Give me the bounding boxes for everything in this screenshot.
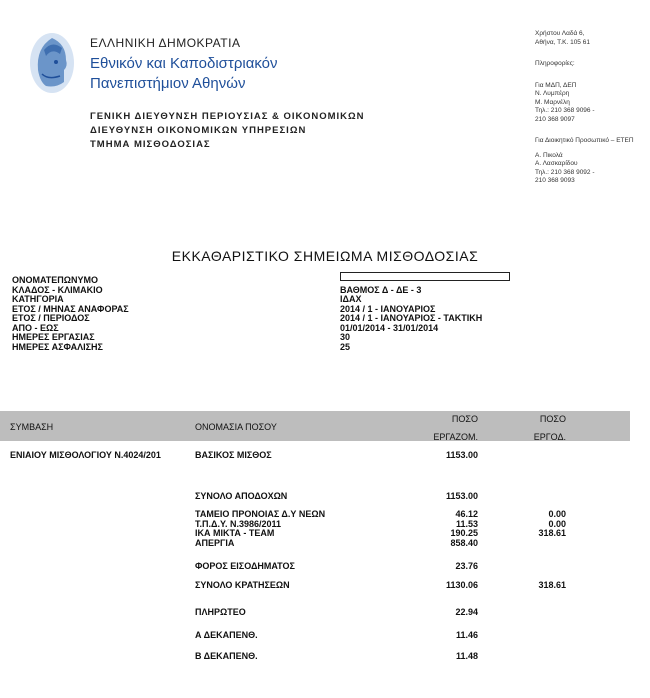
dept-line3: ΤΜΗΜΑ ΜΙΣΘΟΔΟΣΙΑΣ	[90, 139, 211, 150]
table-row-er: 0.00	[548, 518, 566, 529]
info-value-insurance-days: 25	[340, 341, 351, 352]
table-row-name: ΣΥΝΟΛΟ ΑΠΟΔΟΧΩΝ	[195, 491, 288, 501]
info-value-work-days: 30	[340, 332, 351, 342]
table-row-emp: 1130.06	[445, 580, 478, 590]
info-label-ref-month: ΕΤΟΣ / ΜΗΝΑΣ ΑΝΑΦΟΡΑΣ	[12, 303, 129, 314]
university-logo	[26, 30, 78, 96]
table-row-emp: 1153.00	[445, 491, 478, 501]
contract-value: ΕΝΙΑΙΟΥ ΜΙΣΘΟΛΟΓΙΟΥ Ν.4024/201	[10, 450, 161, 460]
table-row-name: ΒΑΣΙΚΟΣ ΜΙΣΘΟΣ	[195, 450, 272, 460]
col-header-employee-amount	[388, 414, 478, 442]
table-row-emp: 11.48	[455, 651, 478, 661]
country-label: ΕΛΛΗΝΙΚΗ ΔΗΜΟΚΡΑΤΙΑ	[90, 36, 241, 50]
address-line1: Χρήστου Λαδά 6,	[535, 30, 585, 37]
col-header-employer-l1: ΠΟΣΟ	[539, 414, 566, 424]
contact-block	[535, 30, 634, 186]
contact1-line5: 210 368 9097	[535, 115, 575, 123]
table-row-er	[476, 539, 566, 549]
table-row-name: ΤΑΜΕΙΟ ΠΡΟΝΟΙΑΣ Δ.Υ ΝΕΩΝ	[195, 509, 326, 519]
deductions-er	[476, 510, 566, 548]
dept-line2: ΔΙΕΥΘΥΝΣΗ ΟΙΚΟΝΟΜΙΚΩΝ ΥΠΗΡΕΣΙΩΝ	[90, 125, 307, 136]
table-row-emp: 22.94	[455, 607, 478, 617]
info-label-category: ΚΑΤΗΓΟΡΙΑ	[12, 294, 64, 304]
table-row-er: 0.00	[548, 509, 566, 519]
info-label-insurance-days: ΗΜΕΡΕΣ ΑΣΦΑΛΙΣΗΣ	[12, 341, 103, 352]
table-row-name: ΠΛΗΡΩΤΕΟ	[195, 607, 246, 617]
col-header-amount-name: ΟΝΟΜΑΣΙΑ ΠΟΣΟΥ	[195, 422, 277, 432]
contact1-line2: Ν. Λυμπέρη	[535, 90, 570, 97]
table-row-name: Τ.Π.Δ.Υ. Ν.3986/2011	[195, 518, 282, 529]
col-header-employee-l1: ΠΟΣΟ	[451, 414, 478, 424]
table-row-emp: 858.40	[450, 537, 478, 548]
info-label-period: ΕΤΟΣ / ΠΕΡΙΟΔΟΣ	[12, 313, 90, 323]
table-row-name: ΦΟΡΟΣ ΕΙΣΟΔΗΜΑΤΟΣ	[195, 561, 295, 571]
info-labels	[12, 276, 129, 352]
contact2-line1: Για Διοικητικό Προσωπικό – ΕΤΕΠ	[535, 137, 634, 144]
info-label-name: ΟΝΟΜΑΤΕΠΩΝΥΜΟ	[12, 275, 98, 285]
table-row-emp: 46.12	[455, 509, 478, 519]
table-row-emp: 11.53	[455, 518, 478, 529]
contact2-line3: Α. Λασκαρίδου	[535, 160, 578, 167]
contact2-line5: 210 368 9093	[535, 177, 575, 184]
dept-line1: ΓΕΝΙΚΗ ΔΙΕΥΘΥΝΣΗ ΠΕΡΙΟΥΣΙΑΣ & ΟΙΚΟΝΟΜΙΚΩΝ	[90, 111, 365, 122]
contact1-line3: Μ. Μαρνέλη	[535, 98, 570, 106]
table-row-name: ΣΥΝΟΛΟ ΚΡΑΤΗΣΕΩΝ	[195, 580, 290, 590]
table-row-er: 318.61	[538, 528, 566, 538]
address-line2: Αθήνα, Τ.Κ. 105 61	[535, 38, 590, 46]
table-row-name: Α ΔΕΚΑΠΕΝΘ.	[195, 630, 258, 640]
col-header-employer-l2: ΕΡΓΟΔ.	[533, 432, 566, 442]
col-header-employer-amount	[476, 414, 566, 442]
table-row-emp: 190.25	[450, 528, 478, 538]
table-row-emp: 23.76	[455, 561, 478, 571]
table-row-emp: 1153.00	[445, 450, 478, 460]
info-values	[340, 276, 482, 352]
document-title: ΕΚΚΑΘΑΡΙΣΤΙΚΟ ΣΗΜΕΙΩΜΑ ΜΙΣΘΟΔΟΣΙΑΣ	[171, 248, 479, 264]
table-row-name: Β ΔΕΚΑΠΕΝΘ.	[195, 651, 258, 661]
table-row-emp: 11.46	[455, 630, 478, 640]
col-header-employee-l2: ΕΡΓΑΖΟΜ.	[433, 432, 478, 442]
table-row-name: ΙΚΑ ΜΙΚΤΑ - TEAM	[195, 528, 275, 538]
contact1-line1: Για ΜΔΠ, ΔΕΠ	[535, 81, 577, 89]
col-header-contract: ΣΥΜΒΑΣΗ	[10, 422, 54, 432]
info-value-from-to: 01/01/2014 - 31/01/2014	[340, 322, 439, 333]
table-row-name: ΑΠΕΡΓΙΑ	[195, 537, 235, 548]
deductions-emp	[388, 510, 478, 548]
info-label-branch: ΚΛΑΔΟΣ - ΚΛΙΜΑΚΙΟ	[12, 284, 103, 295]
info-label-from-to: ΑΠΟ - ΕΩΣ	[12, 322, 59, 333]
table-row-er: 318.61	[538, 580, 566, 590]
info-value-branch: ΒΑΘΜΟΣ Δ - ΔΕ - 3	[340, 284, 422, 295]
contact1-line4: Τηλ.: 210 368 9096 -	[535, 107, 595, 114]
info-value-category: ΙΔΑΧ	[340, 294, 362, 304]
info-value-ref-month: 2014 / 1 - ΙΑΝΟΥΑΡΙΟΣ	[340, 303, 436, 314]
deductions-names	[195, 510, 325, 548]
university-name-line1: Εθνικόν και Καποδιστριακόν	[90, 55, 278, 72]
info-value-period: 2014 / 1 - ΙΑΝΟΥΑΡΙΟΣ - ΤΑΚΤΙΚΗ	[340, 313, 483, 323]
info-label-work-days: ΗΜΕΡΕΣ ΕΡΓΑΣΙΑΣ	[12, 332, 95, 342]
contact2-line2: Α. Πικολά	[535, 151, 563, 159]
university-name-line2: Πανεπιστήμιον Αθηνών	[90, 75, 246, 92]
contact2-line4: Τηλ.: 210 368 9092 -	[535, 168, 595, 176]
info-label: Πληροφορίες:	[535, 60, 575, 67]
